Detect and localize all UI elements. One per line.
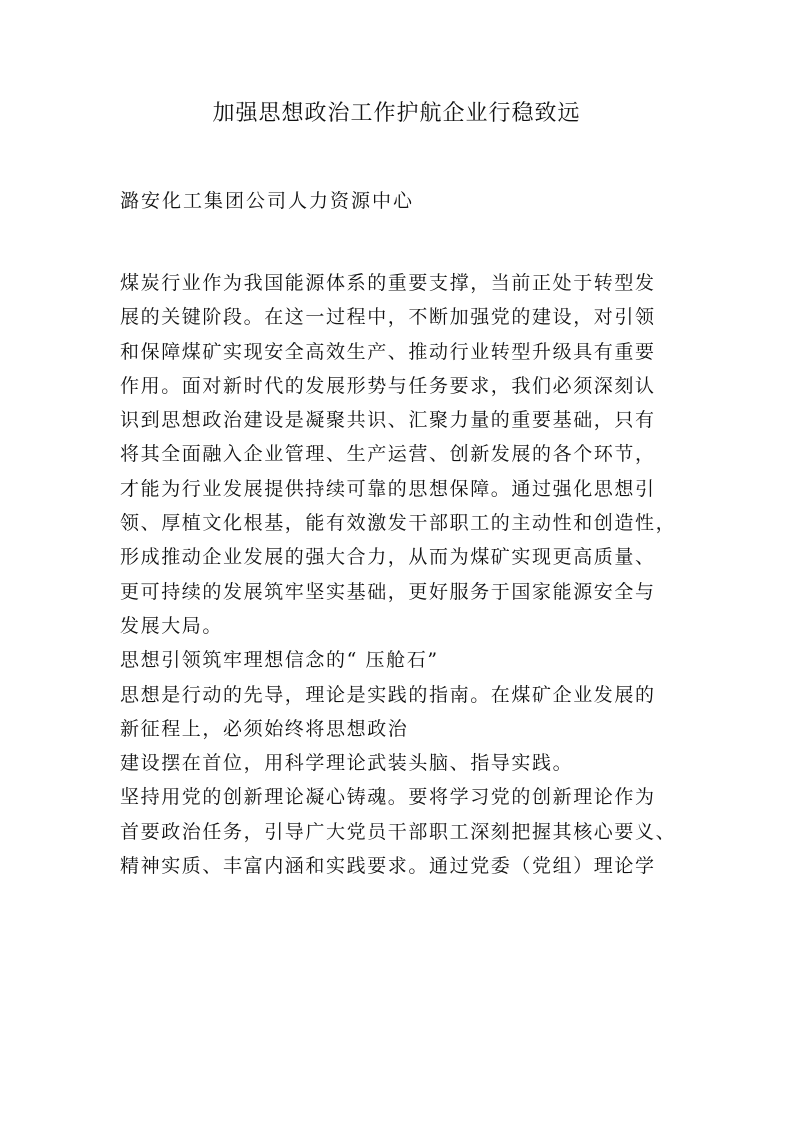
body-line: 识到思想政治建设是凝聚共识、汇聚力量的重要基础，只有 — [120, 409, 656, 432]
body-line: 新征程上，必须始终将思想政治 — [120, 717, 409, 740]
body-line: 煤炭行业作为我国能源体系的重要支撑，当前正处于转型发 — [120, 272, 656, 294]
document-body — [120, 266, 700, 883]
body-line: 更可持续的发展筑牢坚实基础，更好服务于国家能源安全与 — [120, 580, 656, 603]
body-line: 思想是行动的先导，理论是实践的指南。在煤矿企业发展的 — [120, 683, 656, 706]
body-line: 首要政治任务，引导广大党员干部职工深刻把握其核心要义、 — [120, 820, 677, 843]
body-line: 展的关键阶段。在这一过程中，不断加强党的建设，对引领 — [120, 306, 656, 329]
body-line: 才能为行业发展提供持续可靠的思想保障。通过强化思想引 — [120, 477, 656, 500]
body-line: 形成推动企业发展的强大合力，从而为煤矿实现更高质量、 — [120, 546, 656, 569]
section-heading: 思想引领筑牢理想信念的“ 压舱石” — [120, 649, 439, 672]
body-line: 精神实质、丰富内涵和实践要求。通过党委（党组）理论学 — [120, 855, 656, 878]
body-line: 发展大局。 — [120, 614, 224, 637]
document-title: 加强思想政治工作护航企业行稳致远 — [212, 101, 581, 126]
body-line: 作用。面对新时代的发展形势与任务要求，我们必须深刻认 — [120, 374, 656, 397]
body-line: 坚持用党的创新理论凝心铸魂。要将学习党的创新理论作为 — [120, 786, 656, 809]
body-line: 建设摆在首位，用科学理论武装头脑、指导实践。 — [120, 752, 574, 775]
body-line: 领、厚植文化根基，能有效激发干部职工的主动性和创造性， — [120, 512, 677, 535]
body-line: 和保障煤矿实现安全高效生产、推动行业转型升级具有重要 — [120, 340, 656, 363]
body-line: 将其全面融入企业管理、生产运营、创新发展的各个环节， — [120, 443, 656, 466]
document-author: 潞安化工集团公司人力资源中心 — [120, 190, 415, 212]
